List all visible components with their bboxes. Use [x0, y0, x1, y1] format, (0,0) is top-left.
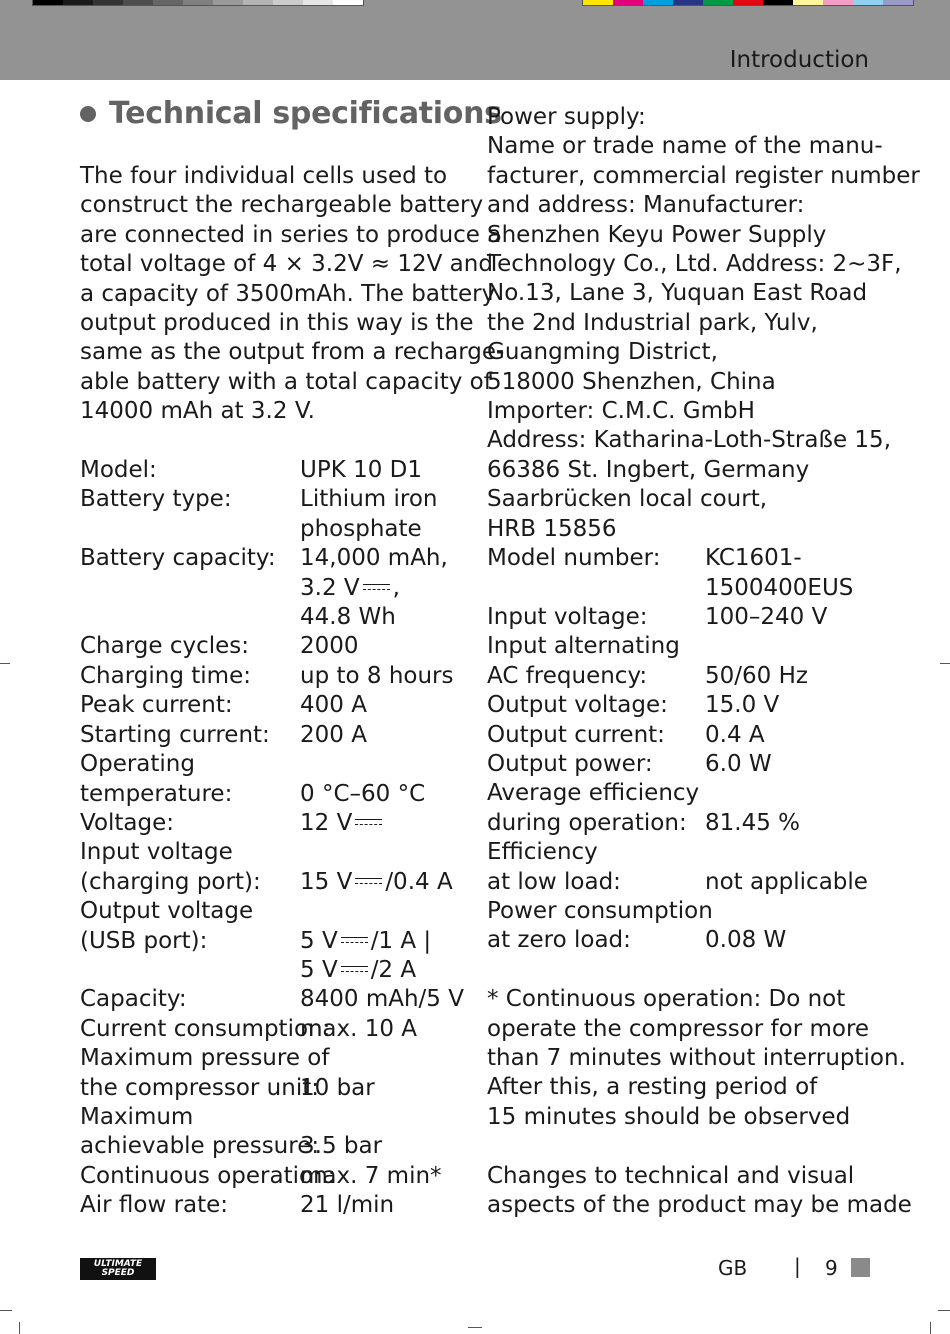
spec-value [300, 750, 470, 809]
spec-table [80, 456, 470, 1221]
spec-row-current-consumption [80, 1015, 470, 1044]
ps-row-output-current [487, 721, 877, 750]
spec-value: 15.0 V [705, 692, 780, 719]
intro-line: total voltage of 4 × 3.2V ≈ 12V and [80, 251, 493, 278]
spec-value [705, 779, 877, 838]
spec-label: Output voltage: [487, 692, 668, 719]
intro-line: construct the rechargeable battery [80, 192, 484, 219]
spec-label-line: Input voltage [80, 839, 233, 866]
text-line: No.13, Lane 3, Yuquan East Road [487, 280, 868, 307]
spec-value-line: 50/60 Hz [705, 662, 808, 689]
spec-label-line: Operating [80, 751, 195, 778]
spec-label [487, 838, 705, 897]
calibration-swatch [243, 0, 273, 5]
spec-label: Model: [80, 457, 157, 484]
calibration-swatch [673, 0, 703, 5]
calibration-swatch [823, 0, 853, 5]
intro-line: are connected in series to produce a [80, 221, 502, 248]
crop-mark [19, 1322, 20, 1334]
crop-mark [940, 663, 950, 664]
spec-label-line: AC frequency: [487, 662, 648, 689]
text-line: and address: Manufacturer: [487, 192, 805, 219]
calibration-swatch [613, 0, 643, 5]
spec-value: 100–240 V [705, 603, 828, 630]
text-line: the 2nd Industrial park, Yulv, [487, 309, 818, 336]
ps-row-ac-frequency [487, 632, 877, 691]
calibration-swatch [883, 0, 913, 5]
spec-value [300, 1044, 470, 1103]
spec-label-line: Power consumption [487, 897, 713, 924]
text-line: After this, a resting period of [487, 1074, 818, 1101]
spec-value-line: 44.8 Wh [300, 604, 396, 631]
calibration-swatch [33, 0, 63, 5]
text-line: operate the compressor for more [487, 1015, 870, 1042]
spec-label: Input voltage: [487, 603, 648, 630]
spec-value: 8400 mAh/5 V [300, 986, 464, 1013]
spec-value [300, 1103, 470, 1162]
spec-label-line: Efficiency [487, 839, 598, 866]
spec-value-line: /1 A | [370, 927, 432, 954]
spec-label: Charge cycles: [80, 633, 250, 660]
spec-value-line: 10 bar [300, 1074, 375, 1101]
text-line: * Continuous operation: Do not [487, 986, 846, 1013]
calibration-swatch [333, 0, 363, 5]
page-heading [80, 96, 502, 131]
spec-value-line: KC1601- [705, 545, 802, 572]
calibration-swatch [123, 0, 153, 5]
brand-logo [80, 1258, 156, 1280]
spec-row-battery-capacity [80, 544, 470, 632]
spec-label: Voltage: [80, 809, 175, 836]
spec-label-line: at zero load: [487, 927, 631, 954]
calibration-swatch [153, 0, 183, 5]
footer-separator: | [794, 1254, 801, 1278]
spec-label-line: Maximum pressure of [80, 1045, 330, 1072]
calibration-swatch [213, 0, 243, 5]
ps-row-model-number [487, 544, 877, 603]
spec-label [80, 897, 300, 985]
spec-value [300, 838, 470, 897]
spec-value [300, 809, 470, 838]
spec-value-line: 14,000 mAh, [300, 545, 448, 572]
spec-value-line: 0 °C–60 °C [300, 780, 426, 807]
text-line: Shenzhen Keyu Power Supply [487, 221, 827, 248]
spec-label [80, 838, 300, 897]
spec-label: Output power: [487, 750, 653, 777]
spec-value-line: , [392, 574, 400, 601]
dc-symbol-icon [341, 966, 368, 974]
spec-row-max-achievable-pressure [80, 1103, 470, 1162]
intro-line: output produced in this way is the [80, 310, 474, 337]
bullet-icon [80, 106, 96, 122]
calibration-swatch [703, 0, 733, 5]
spec-label: Capacity: [80, 986, 187, 1013]
intro-line: able battery with a total capacity of [80, 368, 492, 395]
spec-label-line: the compressor unit: [80, 1074, 319, 1101]
dc-symbol-icon [355, 878, 382, 886]
dc-symbol-icon [341, 937, 368, 945]
spec-value-line: 3.2 V [300, 574, 360, 601]
text-line: aspects of the product may be made [487, 1192, 912, 1218]
spec-value-line: 15 V [300, 868, 353, 895]
text-line: HRB 15856 [487, 515, 617, 542]
spec-label-line: Input alternating [487, 633, 680, 660]
spec-label-line: temperature: [80, 780, 233, 807]
spec-value-line: 81.45 % [705, 809, 801, 836]
crop-mark [938, 1310, 950, 1311]
spec-value [705, 897, 877, 956]
continuous-operation-note [487, 985, 906, 1132]
spec-label [487, 779, 705, 838]
spec-value-line: 12 V [300, 809, 353, 836]
text-line: Name or trade name of the manu- [487, 133, 883, 160]
calibration-swatch [63, 0, 93, 5]
spec-value-line: /2 A [370, 956, 417, 983]
spec-row-peak-current [80, 691, 470, 720]
spec-value [705, 632, 877, 691]
power-supply-title: Power supply: [487, 104, 646, 130]
spec-row-max-pressure [80, 1044, 470, 1103]
crop-mark [0, 663, 10, 664]
text-line: 15 minutes should be observed [487, 1103, 851, 1130]
spec-label [487, 632, 705, 691]
text-line: Changes to technical and visual [487, 1162, 855, 1189]
text-line: 66386 St. Ingbert, Germany [487, 456, 810, 483]
calibration-swatch [583, 0, 613, 5]
calibration-swatch [733, 0, 763, 5]
spec-label-line: (USB port): [80, 927, 208, 954]
calibration-swatch [793, 0, 823, 5]
spec-value: max. 10 A [300, 1015, 418, 1042]
spec-value [300, 485, 470, 544]
spec-label: Battery capacity: [80, 545, 276, 572]
spec-label-line: Maximum [80, 1103, 194, 1130]
spec-label: Peak current: [80, 692, 233, 719]
calibration-swatch [303, 0, 333, 5]
left-column [80, 162, 505, 1221]
changes-note [487, 1162, 912, 1221]
spec-value-line: 5 V [300, 927, 338, 954]
spec-row-battery-type [80, 485, 470, 544]
page-marker-square [851, 1258, 870, 1277]
ps-row-output-voltage [487, 691, 877, 720]
spec-label-line: Average efficiency [487, 780, 700, 807]
spec-row-input-voltage [80, 838, 470, 897]
spec-label: Starting current: [80, 721, 270, 748]
registration-mark [468, 1327, 482, 1328]
ps-row-input-voltage [487, 603, 877, 632]
spec-label: Air flow rate: [80, 1192, 229, 1219]
text-line: Saarbrücken local court, [487, 486, 768, 513]
spec-label-line: at low load: [487, 868, 621, 895]
right-column [487, 103, 920, 1220]
spec-label [487, 897, 713, 956]
calibration-swatch [183, 0, 213, 5]
spec-value [705, 838, 877, 897]
page-header-band [0, 0, 950, 80]
spec-label: Charging time: [80, 662, 251, 689]
spec-label-line: achievable pressure: [80, 1133, 320, 1160]
spec-value [300, 897, 470, 985]
spec-value: 0.4 A [705, 721, 765, 748]
spec-row-output-voltage [80, 897, 470, 985]
spec-row-starting-current [80, 721, 470, 750]
logo-text: SPEED [101, 1268, 135, 1278]
crop-mark [930, 1322, 931, 1334]
calibration-swatch [763, 0, 793, 5]
spec-row-charge-cycles [80, 632, 470, 661]
spec-value-line: not applicable [705, 868, 868, 895]
intro-line: same as the output from a recharge- [80, 339, 505, 366]
spec-value: up to 8 hours [300, 662, 454, 689]
spec-row-charging-time [80, 662, 470, 691]
ps-row-average-efficiency [487, 779, 877, 838]
spec-value-line: Lithium iron [300, 486, 438, 513]
spec-label-line: (charging port): [80, 868, 261, 895]
calibration-swatch [273, 0, 303, 5]
dc-symbol-icon [355, 819, 382, 827]
spec-label-line: during operation: [487, 809, 687, 836]
intro-line: 14000 mAh at 3.2 V. [80, 398, 315, 425]
spec-label: Battery type: [80, 486, 232, 513]
spec-label [80, 1103, 320, 1162]
crop-mark [0, 1310, 12, 1311]
spec-value: UPK 10 D1 [300, 457, 423, 484]
ps-row-low-load-efficiency [487, 838, 877, 897]
spec-label: Current consumption: [80, 1015, 331, 1042]
spec-value-line: 1500400EUS [705, 574, 854, 601]
spec-row-model [80, 456, 470, 485]
calibration-swatch [93, 0, 123, 5]
text-line: Guangming District, [487, 339, 718, 366]
spec-value: 21 l/min [300, 1192, 395, 1219]
power-supply-spec-table [487, 544, 877, 956]
page-number: 9 [825, 1256, 838, 1280]
spec-value [705, 544, 877, 603]
text-line: Address: Katharina-Loth-Straße 15, [487, 427, 892, 454]
spec-label [80, 1044, 330, 1103]
color-calibration-strip [582, 0, 914, 6]
spec-value-line: 5 V [300, 956, 338, 983]
ps-row-output-power [487, 750, 877, 779]
spec-value-line: /0.4 A [385, 868, 453, 895]
intro-line: a capacity of 3500mAh. The battery [80, 280, 496, 307]
spec-row-continuous-operation [80, 1162, 470, 1191]
intro-paragraph [80, 162, 505, 427]
calibration-swatch [853, 0, 883, 5]
text-line: facturer, commercial register number [487, 162, 920, 189]
text-line: than 7 minutes without interruption. [487, 1044, 906, 1071]
spec-label: Model number: [487, 545, 661, 572]
spec-value-line: 0.08 W [705, 927, 787, 954]
text-line: 518000 Shenzhen, China [487, 368, 776, 395]
text-line: Technology Co., Ltd. Address: 2~3F, [487, 251, 902, 278]
spec-value: 2000 [300, 633, 359, 660]
spec-value: 6.0 W [705, 750, 772, 777]
text-line: Importer: C.M.C. GmbH [487, 398, 755, 425]
spec-row-capacity [80, 985, 470, 1014]
spec-row-voltage [80, 809, 470, 838]
section-title: Introduction [729, 47, 869, 73]
intro-line: The four individual cells used to [80, 163, 448, 189]
language-code: GB [718, 1256, 748, 1280]
spec-value [300, 544, 470, 632]
calibration-swatch [643, 0, 673, 5]
spec-label-line: Output voltage [80, 898, 254, 925]
spec-label: Output current: [487, 721, 665, 748]
spec-label: Continuous operation: [80, 1162, 336, 1189]
spec-value-line: phosphate [300, 515, 422, 542]
heading-text: Technical specifications [109, 96, 502, 131]
spec-value: 400 A [300, 692, 367, 719]
spec-row-operating-temperature [80, 750, 470, 809]
power-supply-text [487, 132, 920, 544]
ps-row-zero-load-consumption [487, 897, 877, 956]
spec-value: max. 7 min* [300, 1162, 442, 1189]
logo-text: ULTIMATE [93, 1259, 143, 1269]
spec-row-air-flow [80, 1191, 470, 1220]
spec-value-line: 3.5 bar [300, 1133, 383, 1160]
dc-symbol-icon [363, 584, 390, 592]
spec-value: 200 A [300, 721, 367, 748]
spec-label [80, 750, 300, 809]
gray-calibration-strip [32, 0, 364, 6]
